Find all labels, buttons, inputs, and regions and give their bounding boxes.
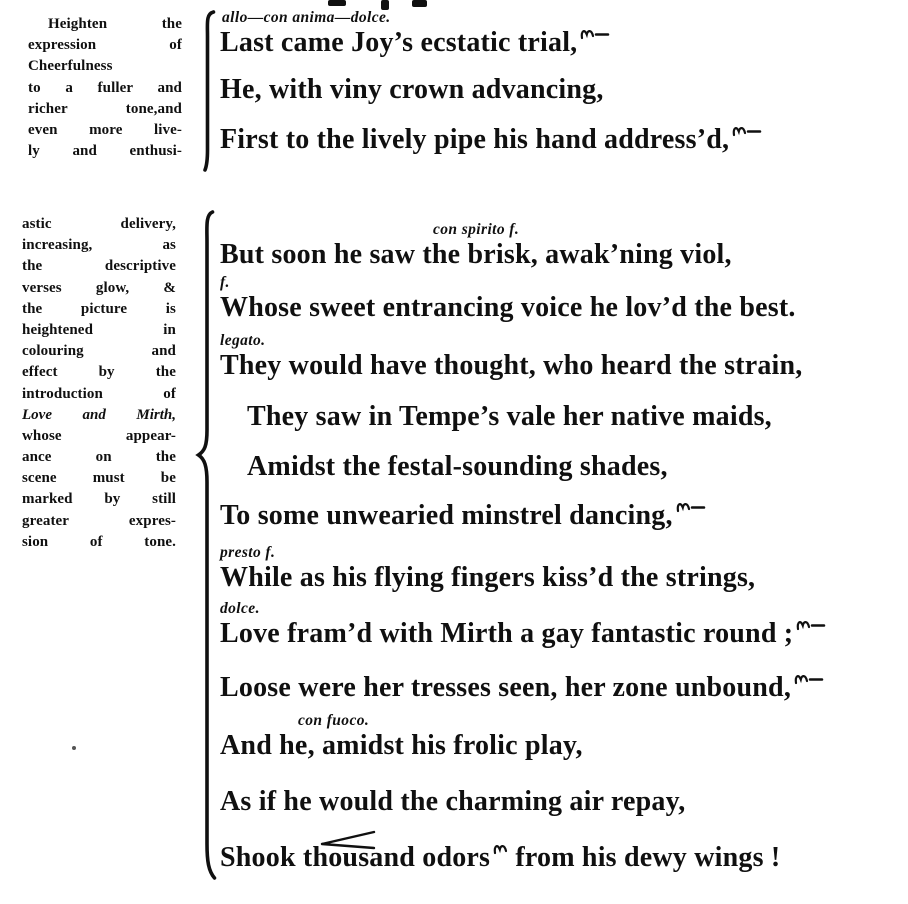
margin-note-line: expression of	[28, 37, 182, 54]
margin-note-line: Heighten the	[48, 16, 182, 32]
verse-text: Last came Joy’s ecstatic trial,	[220, 27, 578, 58]
verse-text: Shook	[220, 842, 303, 873]
margin-note-line: astic delivery,	[22, 216, 176, 232]
slur-dash-mark-icon	[796, 618, 826, 632]
margin-note-cheerfulness	[28, 14, 182, 162]
margin-note-line: effect by the	[22, 364, 176, 381]
verse-text: While as his flying fingers kiss’d the strings,	[220, 562, 756, 593]
verse-line	[220, 332, 803, 382]
verse-text: To some unwearied minstrel dancing,	[220, 500, 673, 531]
verse-line	[220, 124, 762, 156]
left-brace-small-icon	[198, 10, 218, 172]
verse-line	[220, 712, 583, 762]
margin-note-line: verses glow, &	[22, 279, 176, 296]
verse-line	[220, 74, 604, 106]
slur-dash-mark-icon	[794, 672, 824, 686]
slur-mark-icon	[493, 842, 508, 856]
verse-line	[247, 451, 668, 483]
margin-note-line: sion of tone.	[22, 533, 176, 550]
cropped-text-fragment	[412, 0, 427, 7]
verse-text: As if he would the charming air repay,	[220, 786, 686, 817]
verse-text: Love fram’d with Mirth a gay fantastic round ;	[220, 618, 794, 649]
verse-line	[220, 9, 610, 59]
verse-text: They saw in Tempe’s vale her native maids,	[247, 401, 772, 432]
margin-note-line: whose appear-	[22, 427, 176, 444]
tempo-annotation: legato.	[220, 332, 266, 349]
verse-line	[220, 221, 732, 271]
margin-note-line: increasing, as	[22, 237, 176, 254]
verse-line	[220, 544, 756, 594]
verse-line	[220, 600, 826, 650]
verse-text: Amidst the festal-sounding shades,	[247, 451, 668, 482]
verse-line	[220, 842, 780, 874]
verse-text: He, with viny crown advancing,	[220, 74, 604, 105]
verse-line	[220, 500, 706, 532]
margin-note-love-and-mirth	[22, 214, 176, 553]
verse-line	[220, 786, 685, 818]
margin-note-line: to a fuller and	[28, 79, 182, 96]
verse-text: odors	[415, 842, 491, 873]
verse-text: from his dewy wings !	[508, 842, 781, 873]
verse-line	[247, 401, 772, 433]
cropped-text-fragment	[328, 0, 346, 6]
tempo-annotation: con fuoco.	[298, 712, 370, 729]
tempo-annotation: dolce.	[220, 600, 260, 617]
margin-note-line: colouring and	[22, 343, 176, 360]
margin-note-line: heightened in	[22, 321, 176, 338]
slur-dash-mark-icon	[580, 27, 610, 41]
crescendo-icon	[317, 826, 377, 858]
tempo-annotation: f.	[220, 274, 230, 291]
margin-note-line: Cheerfulness	[28, 58, 113, 75]
verse-text: And he, amidst his frolic play,	[220, 730, 583, 761]
verse-text: First to the lively pipe his hand address’d,	[220, 124, 730, 155]
verse-line	[220, 672, 824, 704]
crescendo-word: thousand	[303, 842, 415, 874]
slur-dash-mark-icon	[732, 124, 762, 138]
slur-dash-mark-icon	[676, 500, 706, 514]
stray-dot	[72, 746, 76, 750]
margin-note-line: richer tone,and	[28, 100, 182, 117]
tempo-annotation: presto f.	[220, 544, 276, 561]
margin-note-line: the descriptive	[22, 258, 176, 275]
tempo-annotation: allo—con anima—dolce.	[222, 9, 391, 26]
margin-note-line: marked by still	[22, 491, 176, 508]
margin-note-line: introduction of	[22, 385, 176, 402]
verse-text: Whose sweet entrancing voice he lov’d the best.	[220, 292, 796, 323]
tempo-annotation: con spirito f.	[433, 221, 520, 238]
margin-note-line: the picture is	[22, 300, 176, 317]
margin-note-line: even more live-	[28, 121, 182, 138]
left-brace-large-icon	[195, 210, 217, 882]
margin-note-line: Love and Mirth,	[22, 406, 176, 423]
verse-text: Loose were her tresses seen, her zone unbound,	[220, 672, 792, 703]
verse-text: They would have thought, who heard the strain,	[220, 350, 803, 381]
margin-note-line: scene must be	[22, 470, 176, 487]
margin-note-line: ance on the	[22, 449, 176, 466]
verse-text: But soon he saw the brisk, awak’ning viol,	[220, 239, 732, 270]
margin-note-line: ly and enthusi-	[28, 143, 182, 160]
margin-note-line: greater expres-	[22, 512, 176, 529]
verse-line	[220, 274, 796, 324]
